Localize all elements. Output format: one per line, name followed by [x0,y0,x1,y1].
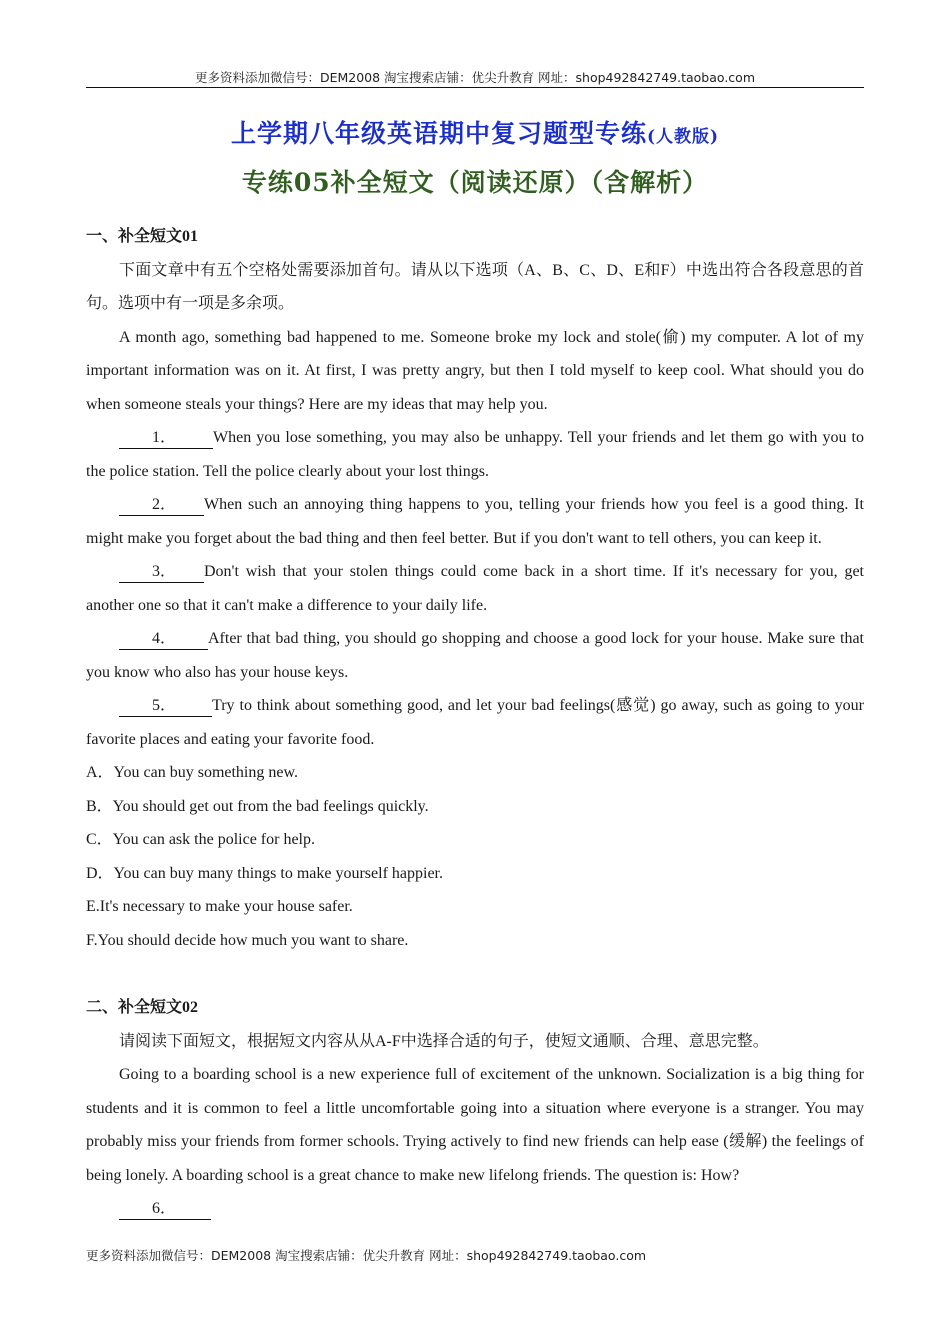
question-text-3: Don't wish that your stolen things could come back in a short time. If it's necessary for you, get another one so that it can't make a difference to your daily life. [86,563,864,614]
section2-heading: 二、补全短文02 [86,999,199,1016]
question-item-3 [86,555,864,622]
section1-instruction: 下面文章中有五个空格处需要添加首句。请从以下选项（A、B、C、D、E和F）中选出符合各段意思的首句。选项中有一项是多余项。 [86,261,864,312]
answer-blank-6[interactable]: 6． [119,1199,211,1220]
answer-blank-1[interactable]: 1． [119,428,213,449]
page-header: 更多资料添加微信号：DEM2008 淘宝搜索店铺：优尖升教育 网址：shop492842749.taobao.com [194,70,756,85]
document-body [86,220,864,1226]
answer-blank-3[interactable]: 3． [119,562,204,583]
section-spacer [86,957,864,991]
question-item-4 [86,622,864,689]
document-subtitle: 专练05补全短文（阅读还原）（含解析） [241,168,709,197]
question-text-1: When you lose something, you may also be unhappy. Tell your friends and let them go with you to the police station. Tell the police clearly about your lost things. [86,429,864,480]
option-a: A．You can buy something new. [86,764,298,781]
section1-heading: 一、补全短文01 [86,228,199,245]
question-text-2: When such an annoying thing happens to you, telling your friends how you feel is a good thing. It might make you forget about the bad thing and then feel better. But if you don't want to tell others, you can keep it. [86,496,864,547]
document-title [86,114,864,150]
header-divider [86,87,864,88]
answer-blank-4[interactable]: 4． [119,629,208,650]
option-f: F.You should decide how much you want to share. [86,931,409,949]
option-b: B．You should get out from the bad feelings quickly. [86,797,429,815]
option-d: D．You can buy many things to make yourself happier. [86,864,443,882]
question-text-4: After that bad thing, you should go shopping and choose a good lock for your house. Make sure that you know who also has your house keys. [86,630,864,681]
question-item-1 [86,421,864,488]
option-e: E.It's necessary to make your house safer. [86,898,353,915]
section2-instruction: 请阅读下面短文，根据短文内容从从A-F中选择合适的句子，使短文通顺、合理、意思完整。 [119,1032,769,1050]
title-suffix: (人教版) [646,127,720,147]
title-main: 上学期八年级英语期中复习题型专练 [230,119,647,148]
question-item-6 [86,1192,864,1226]
option-c: C．You can ask the police for help. [86,831,316,848]
section1-intro: A month ago, something bad happened to me. Someone broke my lock and stole(偷) my computer. A lot of my important information was on it. At first, I was pretty angry, but then I told myself to keep cool. What should you do when someone steals your things? Here are my ideas that may help you. [86,328,864,413]
section2-intro: Going to a boarding school is a new experience full of excitement of the unknown. Socialization is a big thing for students and it is common to feel a little uncomfortable going into a situation where everyone is a stranger. You may probably miss your friends from former schools. Trying actively to find new friends can help ease (缓解) the feelings of being lonely. A boarding school is a great chance to make new lifelong friends. The question is: How? [86,1066,864,1184]
question-item-5 [86,689,864,756]
answer-blank-5[interactable]: 5． [119,696,212,717]
answer-blank-2[interactable]: 2． [119,495,204,516]
question-item-2 [86,488,864,555]
question-text-5: Try to think about something good, and let your bad feelings(感觉) go away, such as going to your favorite places and eating your favorite food. [86,697,864,748]
page-footer: 更多资料添加微信号：DEM2008 淘宝搜索店铺：优尖升教育 网址：shop492842749.taobao.com [86,1248,647,1263]
